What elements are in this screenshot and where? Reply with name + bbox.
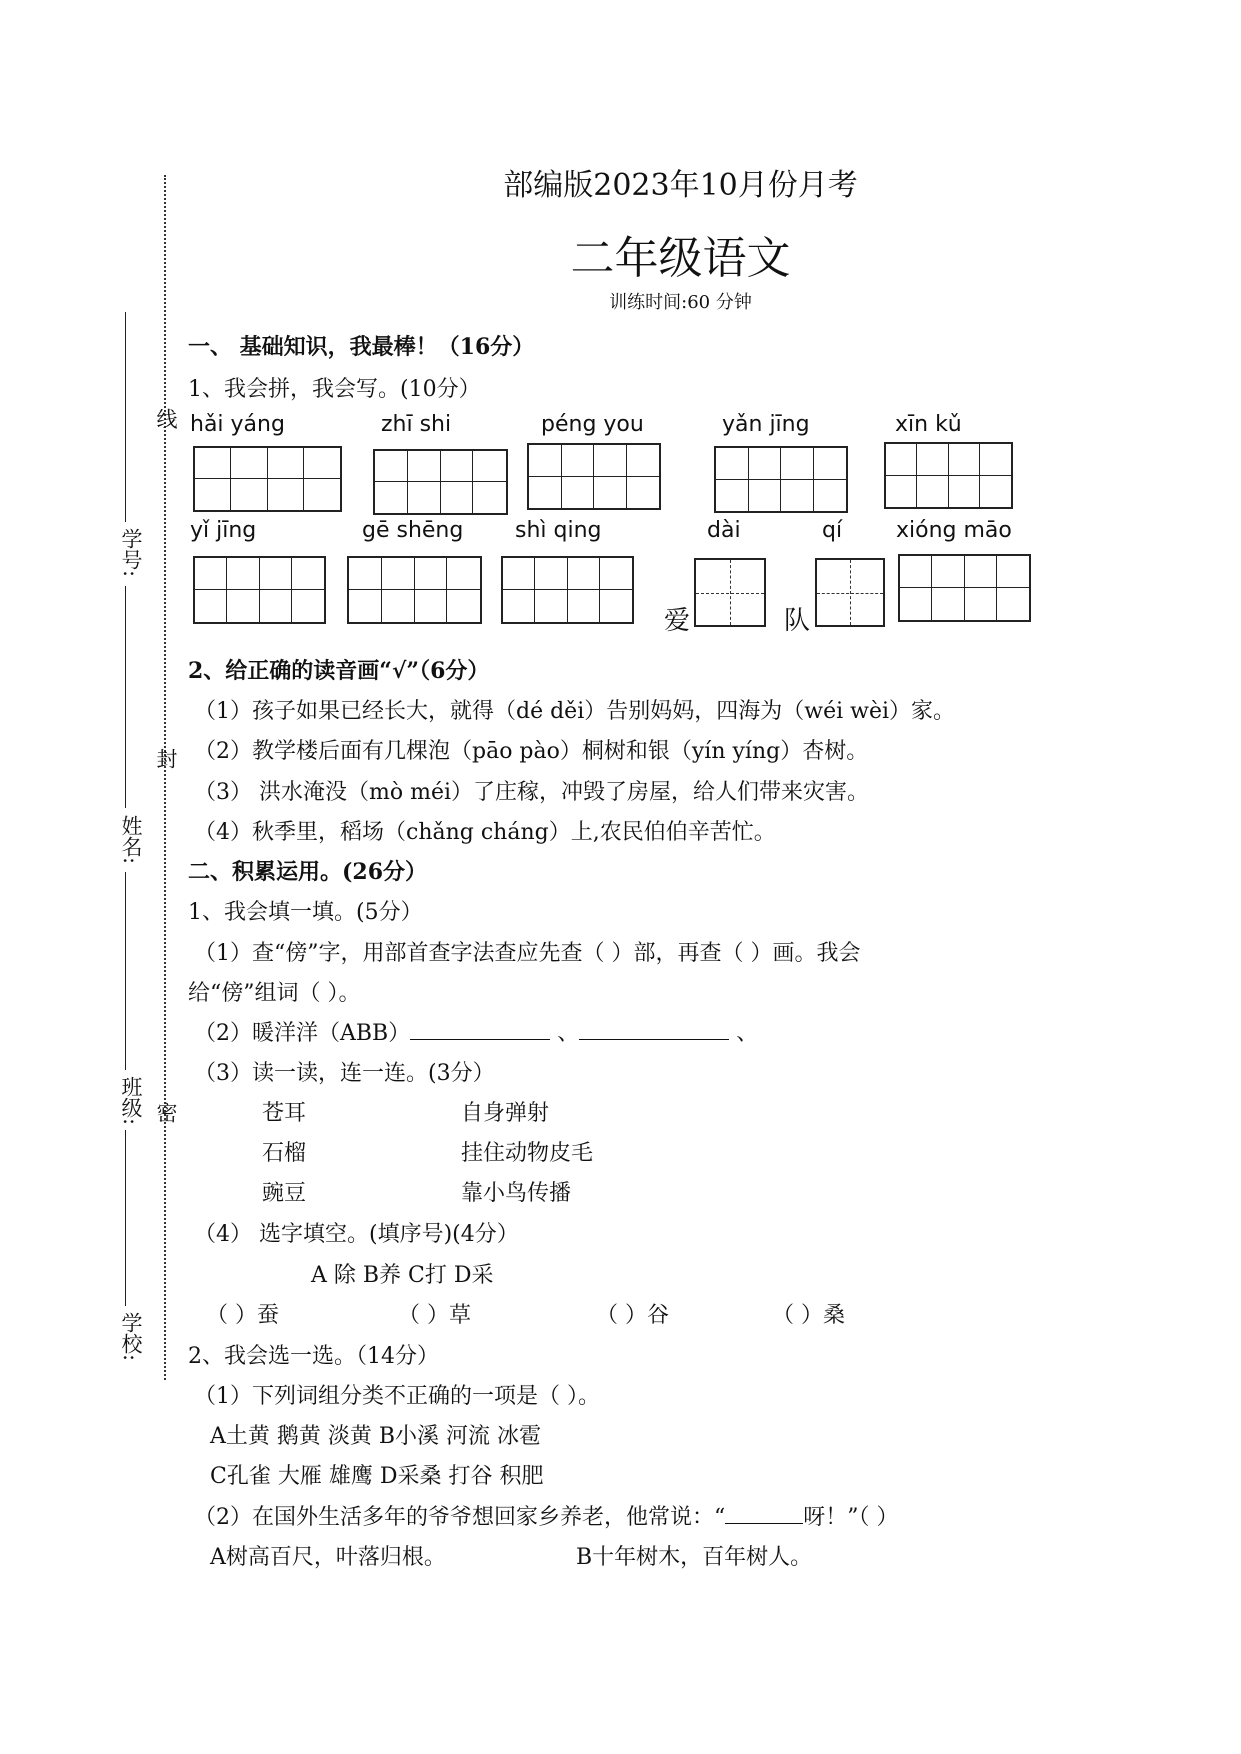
pinyin-gesheng: gē shēng	[362, 518, 464, 543]
p2q2-options-ab: A土黄 鹅黄 淡黄 B小溪 河流 冰雹	[210, 1424, 542, 1449]
match-right-3[interactable]: 靠小鸟传播	[461, 1181, 572, 1206]
abb-prompt: （2）暖洋洋（ABB）	[194, 1021, 411, 1046]
abb-blank-1[interactable]	[410, 1039, 550, 1040]
part1-heading: 一、 基础知识，我最棒！（16分）	[188, 334, 535, 360]
q2-item-3: （3） 洪水淹没（mò méi）了庄稼，冲毁了房屋，给人们带来灾害。	[194, 780, 870, 805]
school-line	[125, 1130, 126, 1306]
margin-mark-mi: 密	[154, 1102, 178, 1123]
match-right-1[interactable]: 自身弹射	[461, 1101, 550, 1126]
item2-before: （2）在国外生活多年的爷爷想回家乡养老，他常说：“	[194, 1505, 726, 1530]
q2-item-2: （2）教学楼后面有几棵泡（pāo pào）桐树和银（yín yíng）杏树。	[194, 739, 869, 764]
item2-after: 呀！”（ ）	[803, 1505, 899, 1530]
p2q1-item2	[194, 1016, 758, 1047]
margin-mark-xian: 线	[154, 408, 178, 429]
pinyin-pengyou: péng you	[541, 412, 644, 437]
tian-grid-dai[interactable]	[694, 558, 766, 627]
p2q1-item4-title: （4） 选字填空。(填序号)(4分）	[194, 1222, 519, 1247]
prefix-ai: 爱	[664, 606, 691, 636]
writing-grid-yijing[interactable]	[193, 556, 326, 624]
proverb-blank[interactable]	[725, 1523, 803, 1524]
q2-item-1: （1）孩子如果已经长大，就得（dé děi）告别妈妈，四海为（wéi wèi）家。	[194, 699, 956, 724]
exam-title: 二年级语文	[570, 233, 791, 284]
pinyin-qi: qí	[822, 518, 843, 543]
pinyin-shiqing: shì qing	[515, 518, 602, 543]
school-label: 学校:	[119, 1312, 143, 1362]
exam-subtitle: 部编版2023年10月份月考	[503, 168, 858, 203]
p2q1-item1-line1: （1）查“傍”字，用部首查字法查应先查（ ）部，再查（ ）画。我会	[194, 941, 861, 966]
student-id-label: 学号:	[119, 528, 143, 578]
margin-mark-feng: 封	[154, 748, 178, 769]
match-left-1[interactable]: 苍耳	[262, 1101, 307, 1126]
pinyin-xiongmao: xióng māo	[896, 518, 1012, 543]
p2q2-item1: （1）下列词组分类不正确的一项是（ ）。	[194, 1384, 600, 1409]
writing-grid-shiqing[interactable]	[501, 556, 634, 624]
part2-heading: 二、积累运用。(26分）	[188, 859, 428, 885]
match-left-2[interactable]: 石榴	[262, 1141, 307, 1166]
writing-grid-zhishi[interactable]	[373, 449, 508, 515]
abb-separator: 、	[557, 1021, 580, 1046]
writing-grid-xinku[interactable]	[884, 442, 1013, 509]
class-label: 班级:	[119, 1076, 143, 1126]
p2q2-option-b[interactable]: B十年树木，百年树人。	[576, 1545, 813, 1570]
match-left-3[interactable]: 豌豆	[262, 1181, 307, 1206]
pinyin-zhishi: zhī shi	[381, 412, 452, 437]
tian-grid-qi[interactable]	[815, 558, 885, 627]
student-id-line	[125, 312, 126, 522]
writing-grid-xiongmao[interactable]	[898, 554, 1031, 622]
pinyin-xinku: xīn kǔ	[895, 412, 962, 437]
p2q1-item1-line2: 给“傍”组词（ ）。	[188, 981, 361, 1006]
pinyin-dai: dài	[707, 518, 741, 543]
p2q2-item2	[194, 1500, 899, 1531]
q1-title: 1、我会拼，我会写。(10分）	[188, 377, 481, 402]
q2-item-4: （4）秋季里，稻场（chǎng cháng）上,农民伯伯辛苦忙。	[194, 820, 776, 845]
p2q2-title: 2、我会选一选。（14分）	[188, 1344, 439, 1369]
fill-cao[interactable]: （ ）草	[398, 1303, 471, 1328]
writing-grid-haiyang[interactable]	[193, 446, 342, 512]
writing-grid-yanjing[interactable]	[714, 446, 848, 513]
fill-options: A 除 B养 C打 D采	[311, 1263, 494, 1288]
p2q1-item3-title: （3）读一读，连一连。(3分）	[194, 1061, 495, 1086]
p2q2-option-a[interactable]: A树高百尺，叶落归根。	[210, 1545, 446, 1570]
pinyin-yanjing: yǎn jīng	[722, 412, 810, 437]
p2q1-title: 1、我会填一填。(5分）	[188, 900, 423, 925]
name-label: 姓名:	[119, 815, 143, 865]
abb-blank-2[interactable]	[579, 1039, 729, 1040]
fill-gu[interactable]: （ ）谷	[596, 1303, 669, 1328]
class-line	[125, 872, 126, 1070]
fill-can[interactable]: （ ）蚕	[206, 1303, 279, 1328]
prefix-dui: 队	[784, 606, 811, 636]
p2q2-options-cd: C孔雀 大雁 雄鹰 D采桑 打谷 积肥	[210, 1464, 544, 1489]
pinyin-yijing: yǐ jīng	[190, 518, 257, 543]
q2-title: 2、给正确的读音画“√”（6分）	[188, 658, 490, 684]
pinyin-haiyang: hǎi yáng	[190, 412, 285, 437]
abb-end: 、	[736, 1021, 759, 1046]
writing-grid-gesheng[interactable]	[347, 556, 482, 624]
fill-sang[interactable]: （ ）桑	[772, 1303, 845, 1328]
name-line	[125, 586, 126, 808]
writing-grid-pengyou[interactable]	[527, 443, 661, 510]
exam-duration: 训练时间:60 分钟	[609, 292, 752, 313]
binding-dotted-line	[164, 175, 166, 1380]
match-right-2[interactable]: 挂住动物皮毛	[461, 1141, 594, 1166]
